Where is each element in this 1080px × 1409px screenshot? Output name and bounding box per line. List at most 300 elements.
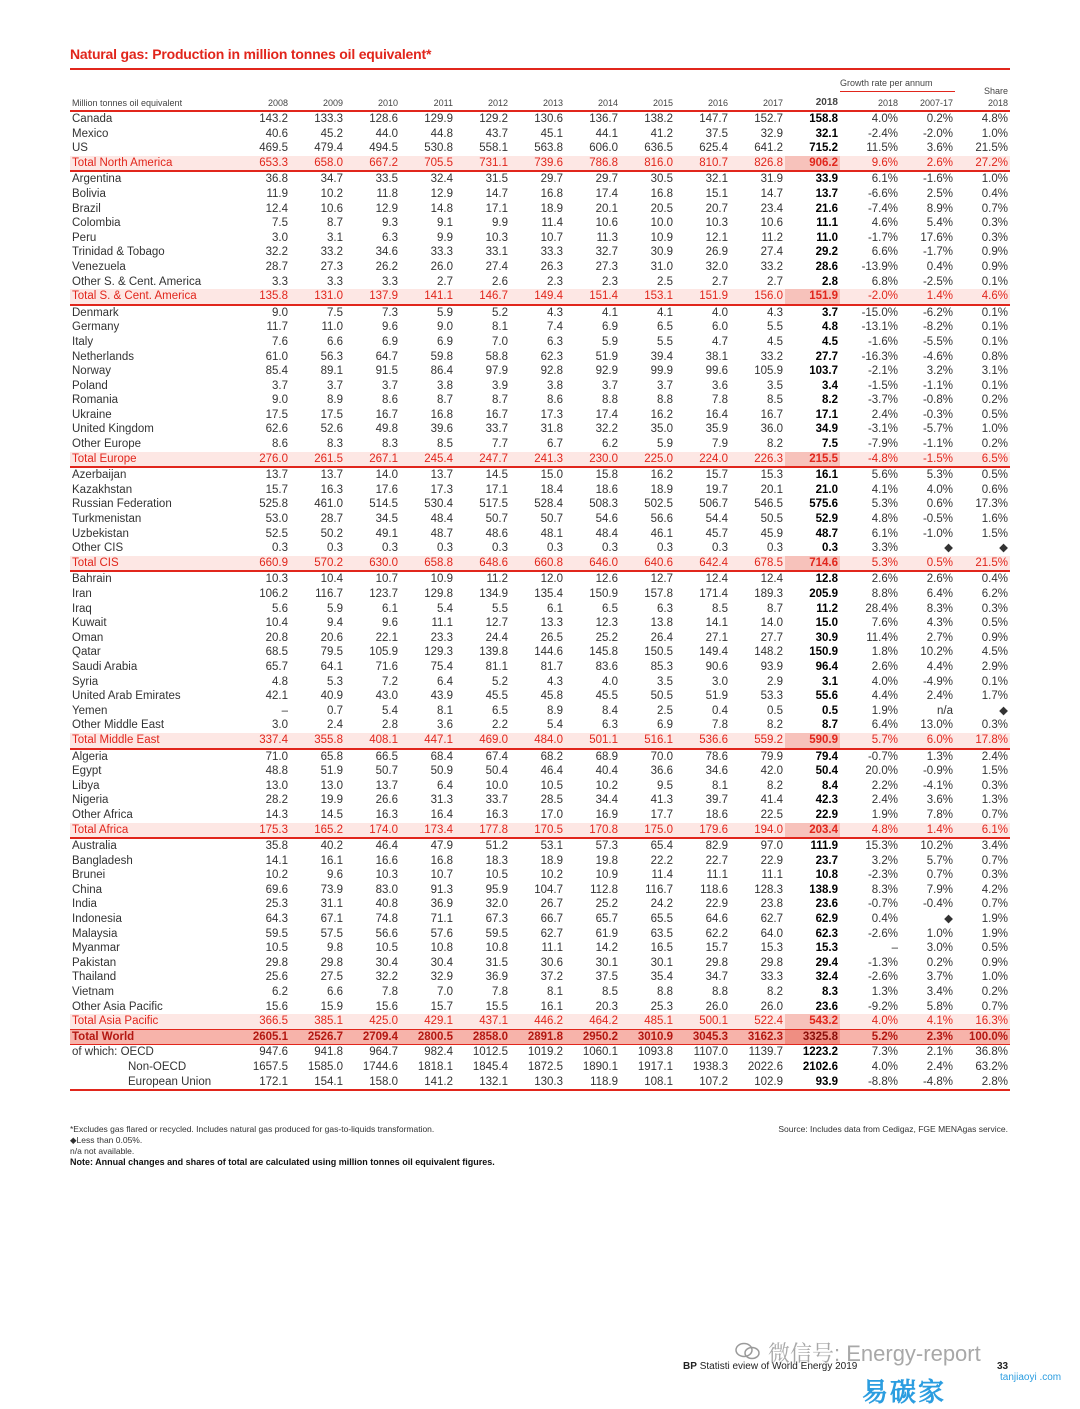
cell: 22.1 xyxy=(375,631,398,644)
cell: 0.7% xyxy=(981,202,1008,215)
cell: 660.9 xyxy=(248,556,290,572)
row-label: Brunei xyxy=(72,869,106,882)
cell: -13.9% xyxy=(861,260,898,273)
cell: 46.4 xyxy=(540,765,563,778)
cell: 50.5 xyxy=(760,513,783,526)
wechat-icon xyxy=(735,1342,761,1360)
cell: 17.6 xyxy=(375,483,398,496)
cell: 15.3 xyxy=(815,942,838,955)
cell: 135.4 xyxy=(534,588,563,600)
cell: 27.3 xyxy=(320,260,343,273)
cell: -1.1% xyxy=(922,379,953,392)
cell: 3.0 xyxy=(272,231,288,244)
cell: 0.8% xyxy=(981,350,1008,363)
row-label: Malaysia xyxy=(72,927,118,940)
cell: 21.5% xyxy=(955,556,1010,572)
cell: 44.0 xyxy=(375,127,398,140)
cell: 3.3 xyxy=(382,275,398,288)
row-label: Peru xyxy=(72,231,97,244)
cell: 247.7 xyxy=(455,452,510,468)
cell: 19.8 xyxy=(595,854,618,867)
cell: 69.6 xyxy=(265,883,288,896)
cell: 15.8 xyxy=(565,467,620,483)
row-label: Total World xyxy=(70,1029,248,1045)
cell: -4.6% xyxy=(922,350,953,363)
cell: 15.9 xyxy=(320,1000,343,1013)
cell: 5.2 xyxy=(455,305,510,321)
cell: 32.1 xyxy=(815,127,838,140)
cell: 158.8 xyxy=(785,111,840,127)
cell: 2.4% xyxy=(871,408,898,421)
cell: 53.1 xyxy=(510,838,565,854)
row-label: Ukraine xyxy=(72,408,112,421)
cell: 33.1 xyxy=(485,246,508,259)
table-row xyxy=(70,216,1010,231)
cell: 27.7 xyxy=(815,350,838,363)
cell: 3.4% xyxy=(955,838,1010,854)
cell: 714.6 xyxy=(785,556,840,572)
cell: 16.3 xyxy=(320,483,343,496)
cell: 81.7 xyxy=(540,660,563,673)
cell: 92.9 xyxy=(595,365,618,378)
cell: 1.9% xyxy=(981,927,1008,940)
cell: 2.5 xyxy=(657,275,673,288)
cell: 485.1 xyxy=(620,1014,675,1029)
cell: 75.4 xyxy=(430,660,453,673)
cell: 15.3 xyxy=(730,467,785,483)
cell: 2891.8 xyxy=(510,1029,565,1045)
cell: 10.5 xyxy=(265,942,288,955)
cell: 156.0 xyxy=(730,289,785,305)
of-which-row xyxy=(70,1045,1010,1060)
cell: 13.0 xyxy=(320,779,343,792)
cell: 2.6% xyxy=(840,571,900,587)
cell: -0.4% xyxy=(922,898,953,911)
cell: 108.1 xyxy=(620,1075,675,1091)
cell: -5.7% xyxy=(922,423,953,436)
row-label: Argentina xyxy=(70,171,248,187)
cell: 20.3 xyxy=(595,1000,618,1013)
cell: 11.1 xyxy=(816,217,838,230)
cell: 20.0% xyxy=(865,765,898,778)
cell: 8.6 xyxy=(382,394,398,407)
cell: 2.6% xyxy=(900,156,955,172)
cell: 143.2 xyxy=(248,111,290,127)
cell: 11.3 xyxy=(596,231,618,244)
cell: 366.5 xyxy=(248,1014,290,1029)
cell: 1.0% xyxy=(955,171,1010,187)
cell: 33.5 xyxy=(345,171,400,187)
cell: 28.5 xyxy=(540,794,563,807)
footnotes xyxy=(70,1124,495,1168)
cell: 429.1 xyxy=(400,1014,455,1029)
cell: 32.0 xyxy=(705,260,728,273)
cell: 2018 xyxy=(815,97,838,108)
cell: 2.6 xyxy=(492,275,508,288)
cell: 44.1 xyxy=(595,127,618,140)
cell: 5.5 xyxy=(657,335,673,348)
cell: 20.7 xyxy=(705,202,728,215)
cell: 15.6 xyxy=(375,1000,398,1013)
cell: 18.6 xyxy=(705,808,728,821)
cell: 267.1 xyxy=(345,452,400,468)
cell: 12.6 xyxy=(565,571,620,587)
cell: 2.8% xyxy=(955,1075,1010,1091)
row-label: Denmark xyxy=(70,305,248,321)
cell: 8.7 xyxy=(437,394,453,407)
cell: 78.6 xyxy=(675,749,730,765)
cell: 1845.4 xyxy=(472,1061,508,1073)
cell: 32.4 xyxy=(400,171,455,187)
cell: 15.1 xyxy=(705,187,728,200)
cell: 24.2 xyxy=(650,898,673,911)
cell: 39.4 xyxy=(650,350,673,363)
cell: 2.9% xyxy=(981,660,1008,673)
total-row xyxy=(70,823,1010,839)
cell: 6.3 xyxy=(382,231,398,244)
cell: 30.4 xyxy=(430,956,453,969)
table-row xyxy=(70,912,1010,927)
cell: 3.5 xyxy=(767,379,783,392)
cell: 3.1% xyxy=(981,365,1008,378)
cell: 3.4 xyxy=(822,379,838,392)
cell: 2.6% xyxy=(871,660,898,673)
cell: 8.3 xyxy=(327,438,343,451)
cell: 2526.7 xyxy=(290,1029,345,1045)
cell: 138.2 xyxy=(620,111,675,127)
share-header-line1: Share xyxy=(983,86,1008,96)
cell: 6.0% xyxy=(900,733,955,749)
cell: 41.3 xyxy=(650,794,673,807)
cell: 9.9 xyxy=(492,217,508,230)
cell: 91.5 xyxy=(375,365,398,378)
cell: 653.3 xyxy=(248,156,290,172)
cell: 34.4 xyxy=(595,794,618,807)
table-row xyxy=(70,704,1010,719)
title-rule xyxy=(70,68,1010,70)
row-label: Bolivia xyxy=(72,187,106,200)
cell: 0.1% xyxy=(981,321,1008,334)
cell: 22.9 xyxy=(760,854,783,867)
cell: 3010.9 xyxy=(620,1029,675,1045)
cell: 32.9 xyxy=(760,127,783,140)
cell: 17.7 xyxy=(650,808,673,821)
cell: 1.7% xyxy=(981,690,1008,703)
cell: 8.4 xyxy=(822,779,838,792)
cell: 17.5 xyxy=(265,408,288,421)
total-world-row xyxy=(70,1029,1010,1045)
cell: 6.4% xyxy=(871,719,898,732)
cell: 4.0% xyxy=(926,483,953,496)
cell: 8.7 xyxy=(822,719,838,732)
cell: -2.0% xyxy=(840,289,900,305)
cell: 0.3 xyxy=(657,542,673,555)
cell: 1012.5 xyxy=(472,1046,508,1059)
table-row xyxy=(70,764,1010,779)
cell: 11.4% xyxy=(866,631,898,644)
cell: 0.7 xyxy=(327,704,343,717)
cell: 40.6 xyxy=(265,127,288,140)
cell: 20.6 xyxy=(320,631,343,644)
cell: -1.3% xyxy=(867,956,898,969)
cell: 37.5 xyxy=(595,971,618,984)
cell: ◆ xyxy=(999,542,1008,555)
cell: 1139.7 xyxy=(748,1046,783,1059)
cell: 18.9 xyxy=(540,202,563,215)
cell: 2709.4 xyxy=(345,1029,400,1045)
cell: 65.7 xyxy=(595,913,618,926)
cell: 8.7 xyxy=(327,217,343,230)
cell: 3.0% xyxy=(926,942,953,955)
cell: 4.4% xyxy=(926,660,953,673)
cell: 32.4 xyxy=(815,971,838,984)
row-label: United Kingdom xyxy=(72,423,154,436)
cell: 40.9 xyxy=(320,690,343,703)
cell: 0.1% xyxy=(981,379,1008,392)
cell: 31.3 xyxy=(430,794,453,807)
cell: 10.4 xyxy=(290,571,345,587)
cell: 4.6% xyxy=(871,217,898,230)
cell: 34.7 xyxy=(290,171,345,187)
cell: 32.1 xyxy=(675,171,730,187)
cell: -13.1% xyxy=(861,321,898,334)
cell: -4.8% xyxy=(900,1075,955,1091)
cell: 502.5 xyxy=(644,498,673,511)
table-row xyxy=(70,275,1010,290)
cell: 16.1 xyxy=(320,854,343,867)
cell: n/a xyxy=(937,704,953,717)
cell: 5.4 xyxy=(382,704,398,717)
row-label: Bangladesh xyxy=(72,854,133,867)
row-label: Other S. & Cent. America xyxy=(72,275,202,288)
cell: 276.0 xyxy=(248,452,290,468)
cell: 12.7 xyxy=(485,617,508,630)
cell: 5.9 xyxy=(657,438,673,451)
cell: 27.5 xyxy=(320,971,343,984)
table-row xyxy=(70,616,1010,631)
cell: 64.3 xyxy=(265,913,288,926)
cell: 1.4% xyxy=(900,289,955,305)
cell: 464.2 xyxy=(565,1014,620,1029)
cell: 51.2 xyxy=(455,838,510,854)
cell: 5.9 xyxy=(400,305,455,321)
cell: 3045.3 xyxy=(675,1029,730,1045)
cell: 16.4 xyxy=(705,408,728,421)
cell: 5.4 xyxy=(547,719,563,732)
cell: 225.0 xyxy=(620,452,675,468)
cell: 8.3% xyxy=(871,883,898,896)
cell: 57.3 xyxy=(565,838,620,854)
cell: 1.0% xyxy=(981,971,1008,984)
cell: 2018 xyxy=(877,98,898,108)
cell: 15.0 xyxy=(815,617,838,630)
cell: 0.5% xyxy=(981,617,1008,630)
cell: 157.8 xyxy=(644,588,673,600)
cell: 8.2 xyxy=(767,779,783,792)
cell: 8.3 xyxy=(822,986,838,999)
cell: 26.2 xyxy=(375,260,398,273)
cell: 12.7 xyxy=(620,571,675,587)
cell: 0.3% xyxy=(981,869,1008,882)
cell: 26.0 xyxy=(760,1000,783,1013)
cell: 45.5 xyxy=(595,690,618,703)
cell: 2022.6 xyxy=(747,1061,783,1073)
cell: 245.4 xyxy=(400,452,455,468)
table-row xyxy=(70,718,1010,733)
cell: 11.2 xyxy=(455,571,510,587)
footnote-note: Note: Annual changes and shares of total are calculated using million tonnes oil equivalent figures. xyxy=(70,1157,495,1167)
cell: 385.1 xyxy=(290,1014,345,1029)
cell: 2.7 xyxy=(767,275,783,288)
cell: 1.3% xyxy=(900,749,955,765)
cell: 56.6 xyxy=(375,927,398,940)
cell: 230.0 xyxy=(565,452,620,468)
cell: 54.4 xyxy=(705,513,728,526)
cell: 0.4 xyxy=(712,704,728,717)
row-label: Algeria xyxy=(70,749,248,765)
cell: 4.0% xyxy=(840,1014,900,1029)
cell: 93.9 xyxy=(785,1075,840,1091)
row-label: Norway xyxy=(72,365,111,378)
row-label: Qatar xyxy=(72,646,101,659)
row-label: China xyxy=(72,883,103,896)
cell: 4.5 xyxy=(767,335,783,348)
cell: 17.1 xyxy=(485,202,508,215)
cell: 7.9 xyxy=(712,438,728,451)
cell: 144.6 xyxy=(534,646,563,659)
cell: 7.0 xyxy=(437,986,453,999)
cell: 0.9% xyxy=(981,260,1008,273)
cell: 43.0 xyxy=(375,690,398,703)
cell: 3.4% xyxy=(926,986,953,999)
cell: 62.3 xyxy=(540,350,563,363)
cell: 3.3 xyxy=(272,275,288,288)
cell: 61.9 xyxy=(595,927,618,940)
cell: 447.1 xyxy=(400,733,455,749)
cell: 16.5 xyxy=(650,942,673,955)
cell: 2800.5 xyxy=(400,1029,455,1045)
cell: 50.2 xyxy=(320,527,343,540)
row-label: Iran xyxy=(72,588,92,600)
cell: 62.9 xyxy=(815,913,838,926)
cell: 104.7 xyxy=(534,883,563,896)
cell: 10.9 xyxy=(595,869,618,882)
cell: 189.3 xyxy=(754,588,783,600)
footnote-na: n/a not available. xyxy=(70,1146,135,1156)
cell: 508.3 xyxy=(589,498,618,511)
cell: 3.3 xyxy=(327,275,343,288)
cell: 1.0% xyxy=(926,927,953,940)
cell: 83.0 xyxy=(375,883,398,896)
cell: 9.5 xyxy=(657,779,673,792)
cell: 56.3 xyxy=(320,350,343,363)
cell: 128.3 xyxy=(754,883,783,896)
cell: 2102.6 xyxy=(802,1061,838,1073)
cell: 18.3 xyxy=(485,854,508,867)
row-label: Turkmenistan xyxy=(72,513,142,526)
cell: 174.0 xyxy=(345,823,400,839)
cell: 15.7 xyxy=(675,467,730,483)
cell: 4.5 xyxy=(822,335,838,348)
cell: 16.3 xyxy=(485,808,508,821)
cell: 16.1 xyxy=(785,467,840,483)
cell: 32.2 xyxy=(265,246,288,259)
table-row xyxy=(70,883,1010,898)
table-row xyxy=(70,171,1010,187)
total-row xyxy=(70,452,1010,468)
cell: 17.3 xyxy=(540,408,563,421)
cell: -2.3% xyxy=(867,869,898,882)
cell: 1585.0 xyxy=(307,1061,343,1073)
cell: 16.7 xyxy=(375,408,398,421)
cell: 6.9 xyxy=(382,335,398,348)
cell: 0.6% xyxy=(981,483,1008,496)
cell: 81.1 xyxy=(485,660,508,673)
total-row xyxy=(70,556,1010,572)
cell: 4.8 xyxy=(822,321,838,334)
cell: 22.5 xyxy=(760,808,783,821)
cell: 51.9 xyxy=(320,765,343,778)
cell: 1917.1 xyxy=(637,1061,673,1073)
cell: 12.9 xyxy=(430,187,453,200)
cell: 0.4% xyxy=(955,571,1010,587)
cell: 35.4 xyxy=(650,971,673,984)
cell: 23.8 xyxy=(760,898,783,911)
cell: 65.4 xyxy=(620,838,675,854)
cell: 64.1 xyxy=(320,660,343,673)
cell: 30.6 xyxy=(540,956,563,969)
cell: 37.2 xyxy=(540,971,563,984)
cell: 3.1 xyxy=(327,231,343,244)
production-table xyxy=(70,96,1010,1091)
cell: 3.7 xyxy=(272,379,288,392)
cell: 0.2% xyxy=(981,394,1008,407)
table-row xyxy=(70,970,1010,985)
cell: 33.7 xyxy=(485,794,508,807)
cell: 61.0 xyxy=(265,350,288,363)
table-row xyxy=(70,675,1010,690)
cell: 67.1 xyxy=(320,913,343,926)
cell: 43.9 xyxy=(430,690,453,703)
cell: 66.5 xyxy=(345,749,400,765)
row-label: Saudi Arabia xyxy=(72,660,138,673)
cell: 10.0 xyxy=(650,217,673,230)
cell: 34.6 xyxy=(705,765,728,778)
cell: 47.9 xyxy=(400,838,455,854)
cell: 7.8 xyxy=(712,719,728,732)
cell: 65.5 xyxy=(650,913,673,926)
cell: 8.5 xyxy=(602,986,618,999)
cell: 408.1 xyxy=(345,733,400,749)
cell: 1060.1 xyxy=(582,1046,618,1059)
cell: 1938.3 xyxy=(692,1061,728,1073)
cell: 62.3 xyxy=(815,927,838,940)
cell: 0.3 xyxy=(712,542,728,555)
cell: 3.7 xyxy=(785,305,840,321)
cell: 59.5 xyxy=(485,927,508,940)
cell: 99.6 xyxy=(705,365,728,378)
cell: 123.7 xyxy=(369,588,398,600)
cell: 2014 xyxy=(597,98,618,108)
cell: 130.3 xyxy=(510,1075,565,1091)
cell: 137.9 xyxy=(345,289,400,305)
cell: 3.2% xyxy=(871,854,898,867)
cell: 3.6% xyxy=(926,794,953,807)
cell: – xyxy=(891,942,898,955)
row-label: Total Middle East xyxy=(70,733,248,749)
cell: 2950.2 xyxy=(565,1029,620,1045)
row-label: Egypt xyxy=(72,765,102,778)
